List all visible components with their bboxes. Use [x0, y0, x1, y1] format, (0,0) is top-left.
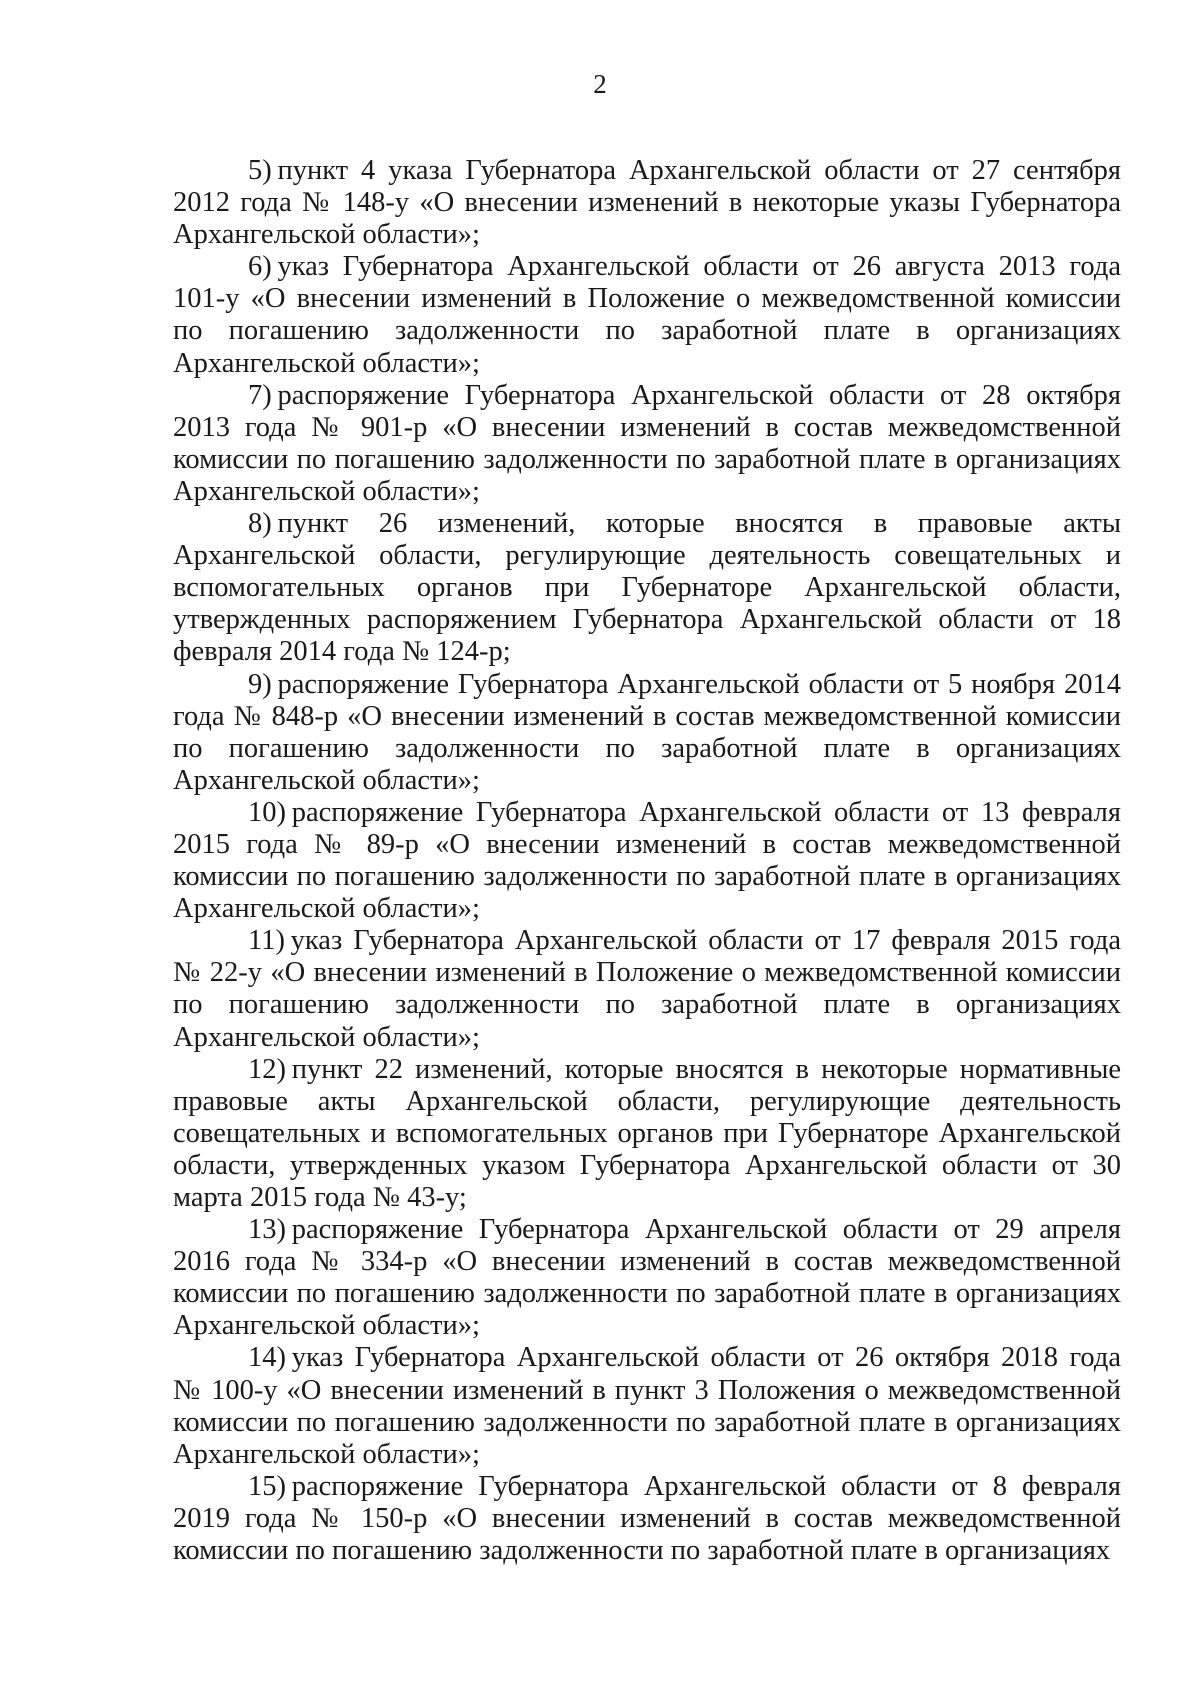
list-item-5: 5) пункт 4 указа Губернатора Архангельской области от 27 сентября 2012 года № 148-у «О внесении изменений в некоторые указы Губернатора Архангельской области»;: [173, 155, 1121, 251]
list-item-15: 15) распоряжение Губернатора Архангельской области от 8 февраля 2019 года № 150-р «О внесении изменений в состав межведомственной комиссии по погашению задолженности по заработной плате в организациях: [173, 1470, 1121, 1567]
list-item-6: 6) указ Губернатора Архангельской области от 26 августа 2013 года 101-у «О внесении изменений в Положение о межведомственной комиссии по погашению задолженности по заработной плате в организациях Архангельской области»;: [173, 251, 1121, 379]
list-item-13: 13) распоряжение Губернатора Архангельской области от 29 апреля 2016 года № 334-р «О внесении изменений в состав межведомственной комиссии по погашению задолженности по заработной плате в организациях Архангельской области»;: [173, 1214, 1121, 1342]
list-item-8: 8) пункт 26 изменений, которые вносятся в правовые акты Архангельской области, регулирующие деятельность совещательных и вспомогательных органов при Губернаторе Архангельской области, утвержденных распоряжением Губернатора Архангельской области от 18 февраля 2014 года № 124-р;: [173, 508, 1121, 668]
list-item-7: 7) распоряжение Губернатора Архангельской области от 28 октября 2013 года № 901-р «О внесении изменений в состав межведомственной комиссии по погашению задолженности по заработной плате в организациях Архангельской области»;: [173, 379, 1121, 507]
list-item-10: 10) распоряжение Губернатора Архангельской области от 13 февраля 2015 года № 89-р «О внесении изменений в состав межведомственной комиссии по погашению задолженности по заработной плате в организациях Архангельской области»;: [173, 796, 1121, 925]
document-body: [173, 155, 1121, 1567]
page-number: 2: [593, 69, 607, 99]
list-item-11: 11) указ Губернатора Архангельской области от 17 февраля 2015 года № 22-у «О внесении изменений в Положение о межведомственной комиссии по погашению задолженности по заработной плате в организациях Архангельской области»;: [173, 925, 1121, 1053]
list-item-14: 14) указ Губернатора Архангельской области от 26 октября 2018 года № 100-у «О внесении изменений в пункт 3 Положения о межведомственной комиссии по погашению задолженности по заработной плате в организациях Архангельской области»;: [173, 1342, 1121, 1470]
list-item-9: 9) распоряжение Губернатора Архангельской области от 5 ноября 2014 года № 848-р «О внесении изменений в состав межведомственной комиссии по погашению задолженности по заработной плате в организациях Архангельской области»;: [173, 668, 1121, 796]
list-item-12: 12) пункт 22 изменений, которые вносятся в некоторые нормативные правовые акты Архангельской области, регулирующие деятельность совещательных и вспомогательных органов при Губернаторе Архангельской области, утвержденных указом Губернатора Архангельской области от 30 марта 2015 года № 43-у;: [173, 1053, 1121, 1213]
